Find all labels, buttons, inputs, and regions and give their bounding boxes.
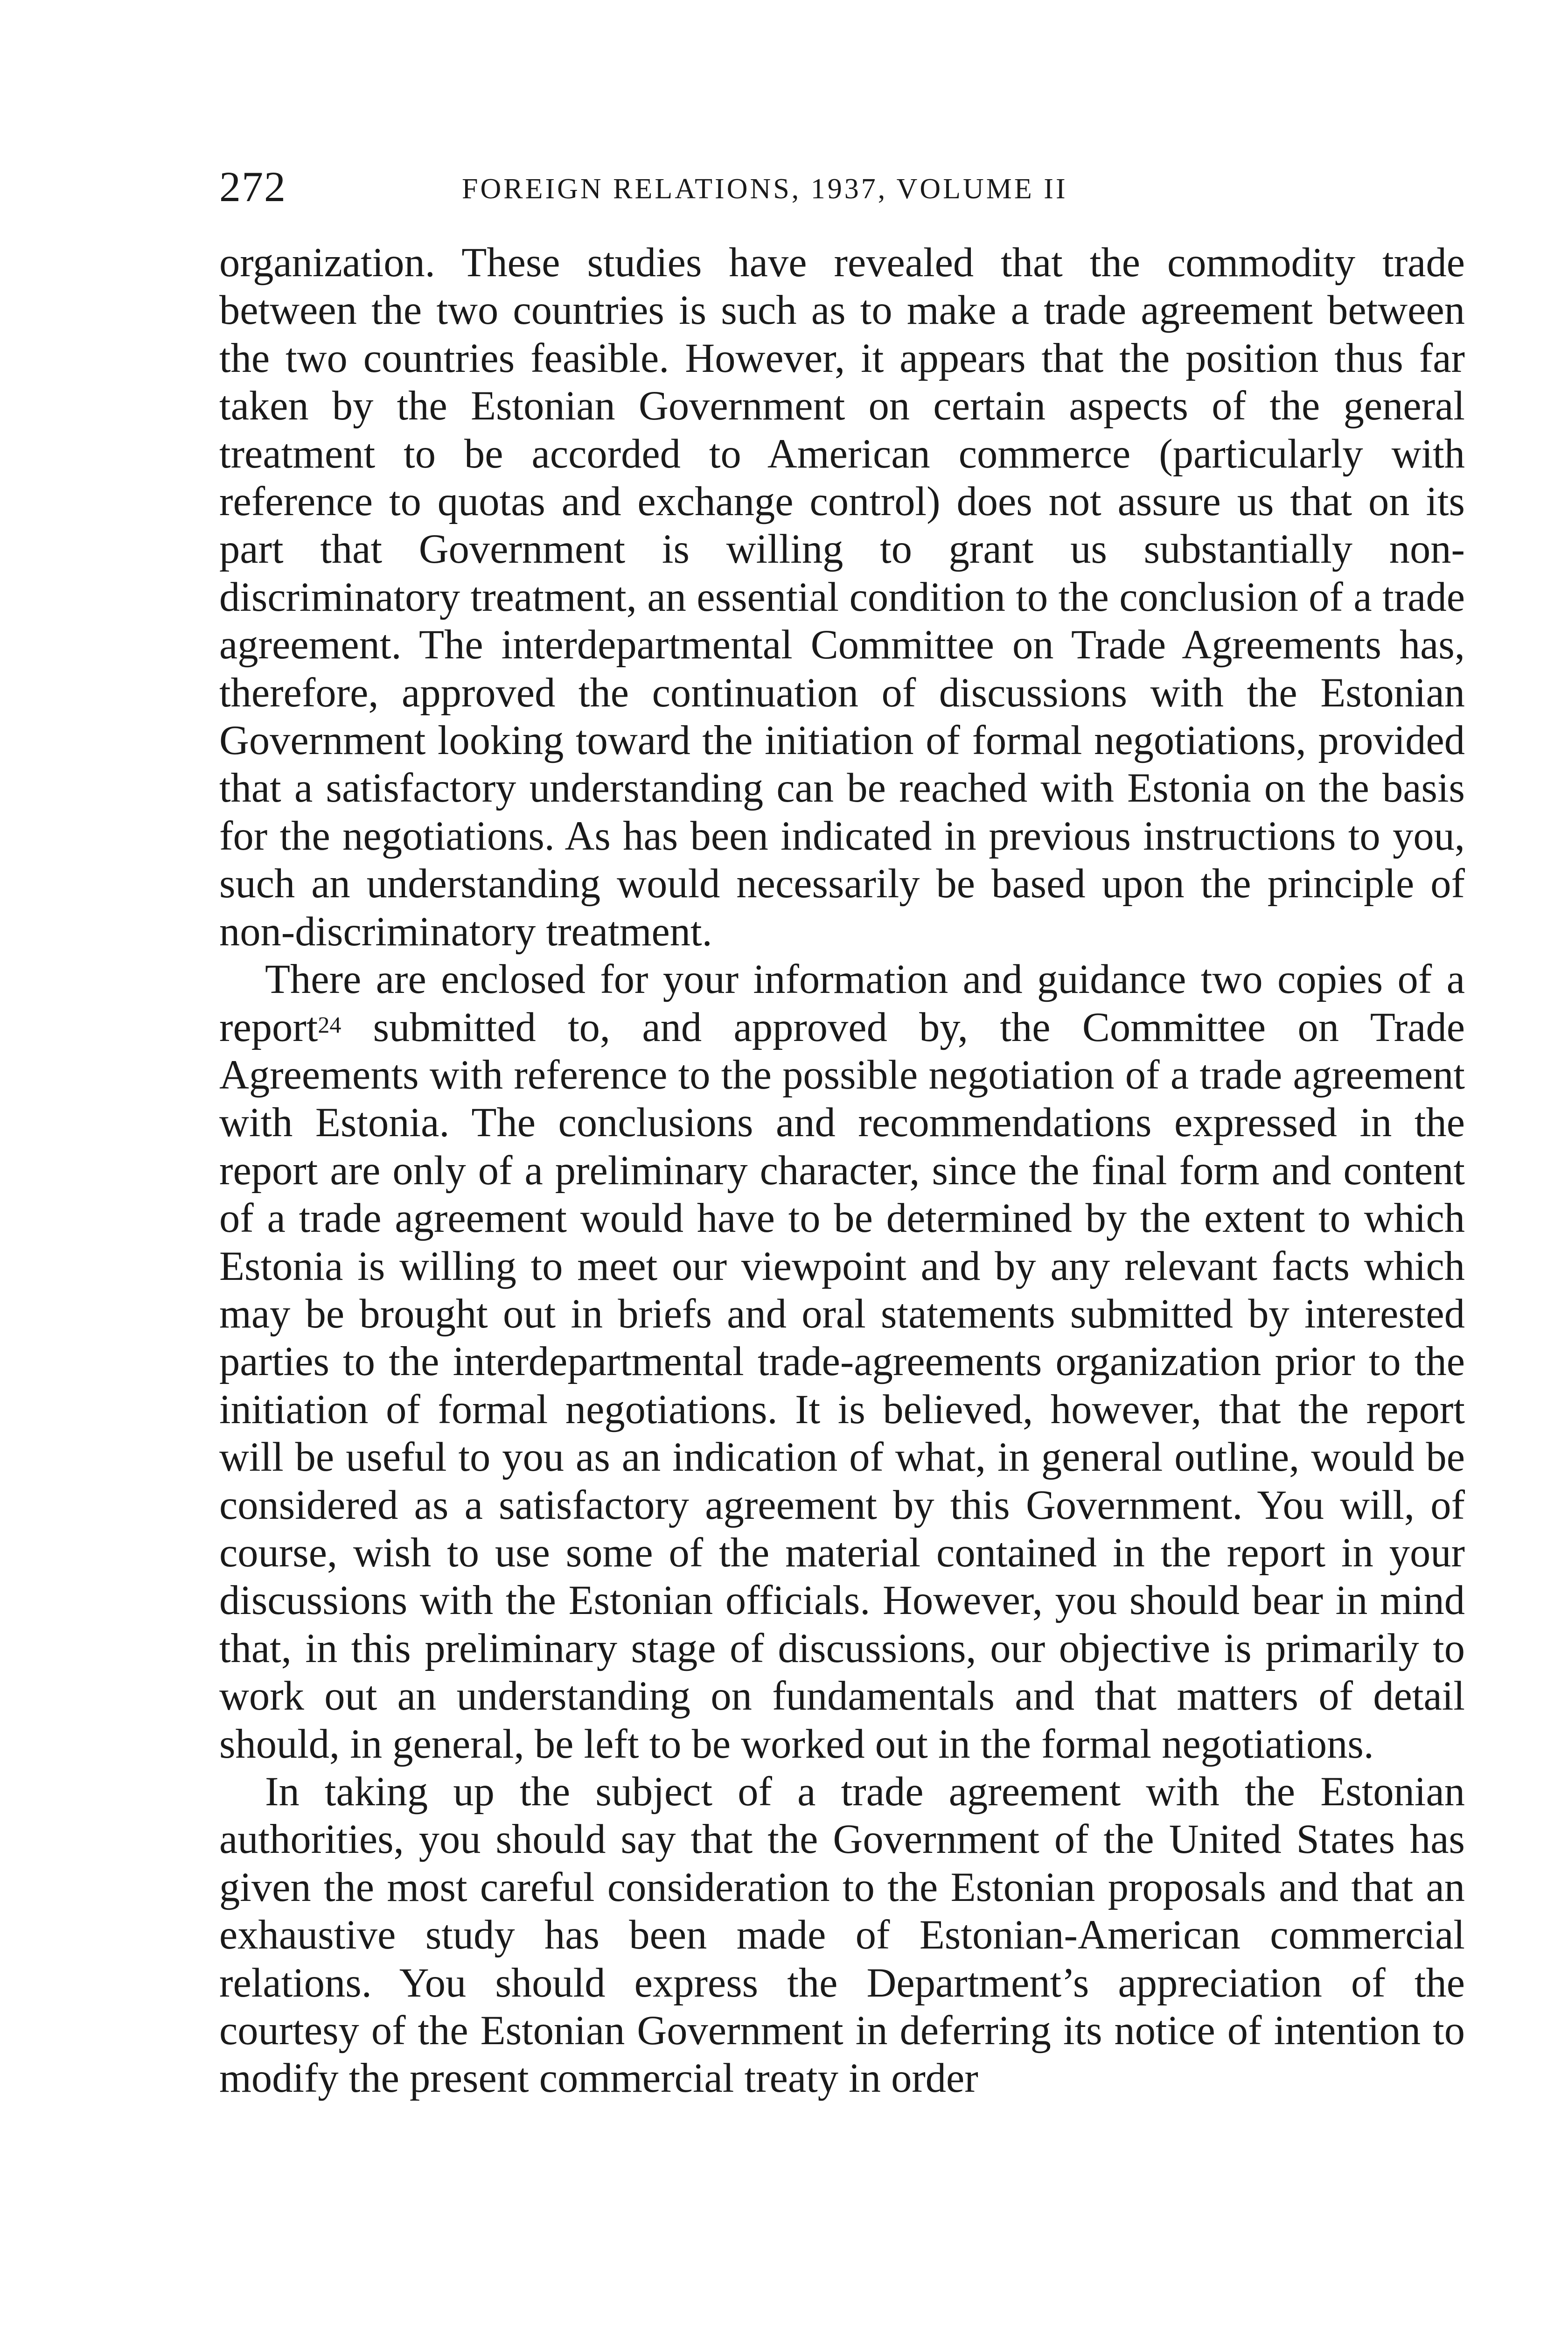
body-text: [219, 239, 1465, 2102]
paragraph: organization. These studies have revealed that the commodity trade between the two countries is such as to make a trade agreement between the two countries feasible. However, it appears that the position thus far taken by the Estonian Government on certain aspects of the general treatment to be accorded to American commerce (particularly with reference to quotas and exchange control) does not assure us that on its part that Government is willing to grant us substantially non-discriminatory treatment, an essential condition to the conclusion of a trade agreement. The interdepartmental Committee on Trade Agreements has, therefore, approved the continuation of discussions with the Estonian Government looking toward the initiation of formal negotiations, provided that a satisfactory understanding can be reached with Estonia on the basis for the negotiations. As has been indicated in previous instructions to you, such an understanding would necessarily be based upon the principle of non-discriminatory treatment.: [219, 240, 1465, 955]
running-head: [219, 159, 1465, 215]
paragraph: In taking up the subject of a trade agreement with the Estonian authorities, you should say that the Government of the United States has given the most careful consideration to the Estonian proposals and that an exhaustive study has been made of Estonian-American commercial relations. You should express the Department’s appreciation of the courtesy of the Estonian Government in deferring its notice of intention to modify the present commercial treaty in order: [219, 1769, 1465, 2102]
footnote-reference: 24: [318, 1011, 341, 1038]
paragraph-text: submitted to, and approved by, the Committee on Trade Agreements with reference to the possible negotiation of a trade agreement with Estonia. The conclusions and recommendations expressed in the report are only of a preliminary character, since the final form and content of a trade agreement would have to be determined by the extent to which Estonia is willing to meet our viewpoint and by any relevant facts which may be brought out in briefs and oral statements submitted by interested parties to the interdepartmental trade-agreements organization prior to the initiation of formal negotiations. It is believed, however, that the report will be useful to you as an indication of what, in general outline, would be considered as a satisfactory agreement by this Government. You will, of course, wish to use some of the material contained in the report in your discussions with the Estonian officials. However, you should bear in mind that, in this preliminary stage of discussions, our objective is primarily to work out an understanding on fundamentals and that matters of detail should, in general, be left to be worked out in the formal negotiations.: [219, 1004, 1465, 1767]
page-number: 272: [219, 163, 286, 210]
paragraph-text: There are enclosed for your information and guidance two copies of a report: [219, 957, 1465, 1050]
paragraph: [219, 956, 1465, 1768]
running-title: FOREIGN RELATIONS, 1937, VOLUME II: [462, 173, 1068, 205]
